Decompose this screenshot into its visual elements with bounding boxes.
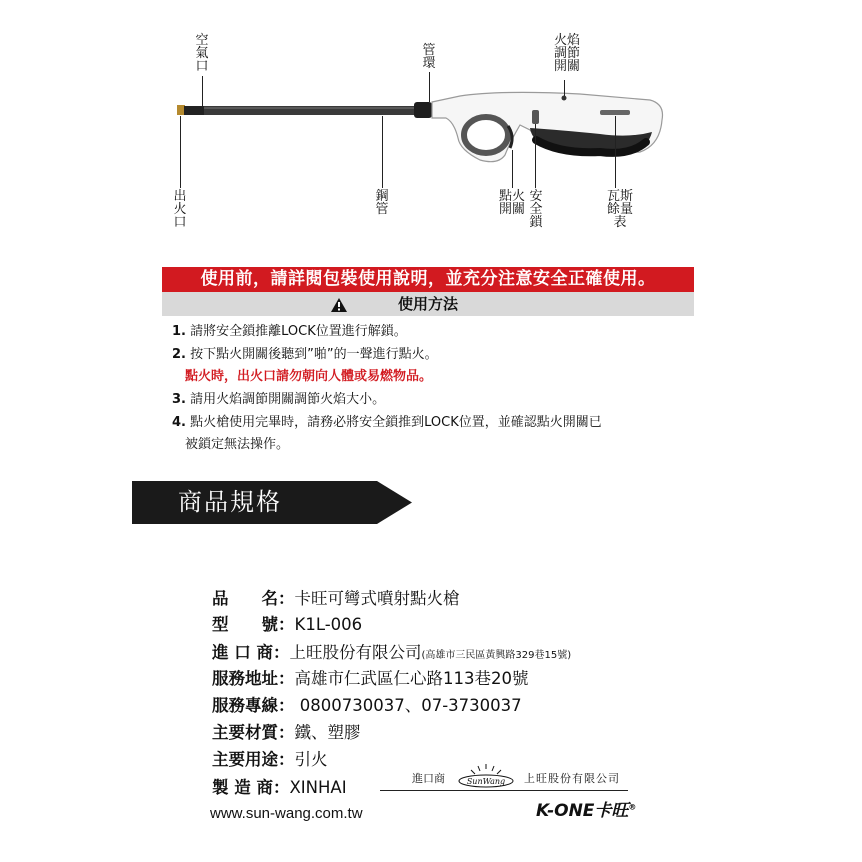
spec-model [212, 614, 362, 636]
usage-title-bar [162, 292, 694, 316]
leader-steel-tube [382, 116, 383, 188]
spec-value: 卡旺可彎式噴射點火槍 [294, 589, 460, 608]
step-3 [172, 392, 385, 408]
step-number: 3. [172, 392, 186, 407]
spec-value: 鐵、塑膠 [294, 723, 361, 742]
spec-key: 製 造 商： [212, 778, 290, 797]
leader-flame-adjust [564, 80, 565, 96]
step-text: 按下點火開關後聽到”啪”的一聲進行點火。 [190, 347, 438, 362]
spec-key: 品 名： [212, 589, 295, 608]
importer-prefix: 進口商 [412, 772, 445, 785]
spec-key: 服務專線： [212, 696, 295, 715]
step-text: 請用火焰調節開關調節火焰大小。 [190, 392, 386, 407]
label-outlet: 出火口 [173, 189, 187, 230]
importer-block [400, 762, 640, 822]
label-safety-lock: 安全鎖 [529, 189, 543, 230]
spec-key: 主要材質： [212, 723, 295, 742]
step-text: 被鎖定無法操作。 [185, 437, 290, 452]
leader-gas-gauge [615, 116, 616, 188]
gas-gauge-text: 瓦斯餘量表 [606, 189, 633, 230]
brand-name: K-ONE卡旺 [536, 801, 629, 821]
warning-triangle-icon [330, 296, 348, 320]
label-ignition-switch-text [498, 190, 528, 216]
website-link[interactable]: www.sun-wang.com.tw [210, 805, 363, 822]
spec-hotline [212, 695, 522, 717]
spec-material [212, 722, 361, 744]
spec-maker [212, 777, 347, 799]
leader-tube-ring [429, 72, 430, 102]
spec-name [212, 588, 460, 610]
step-4 [172, 415, 602, 431]
step-1 [172, 324, 407, 340]
step-number: 4. [172, 415, 186, 430]
step-number: 2. [172, 347, 186, 362]
step-number: 1. [172, 324, 186, 339]
sun-wang-logo-icon [456, 762, 516, 788]
svg-text:SunWang: SunWang [466, 777, 506, 786]
step-2-warning [185, 369, 432, 385]
step-text: 點火槍使用完畢時，請務必將安全鎖推到LOCK位置，並確認點火開關已 [190, 415, 602, 430]
label-steel-tube: 鋼管 [375, 189, 389, 217]
spec-key: 型 號： [212, 615, 295, 634]
spec-importer [212, 642, 571, 667]
brand-mark: ® [628, 802, 637, 812]
importer-company: 上旺股份有限公司 [524, 772, 620, 785]
brand-logo [536, 796, 636, 821]
leader-air-inlet [202, 76, 203, 106]
spec-importer-address: (高雄市三民區黃興路329巷15號) [421, 650, 572, 661]
spec-value: K1L-006 [294, 615, 363, 634]
label-gas-gauge [606, 190, 636, 229]
spec-header-title: 商品規格 [178, 488, 282, 516]
leader-outlet [180, 116, 181, 188]
ignition-switch-text: 點火開關 [498, 189, 525, 217]
usage-title: 使用方法 [398, 295, 459, 313]
warning-banner: 使用前，請詳閱包裝使用說明，並充分注意安全正確使用。 [162, 267, 694, 292]
spec-value: XINHAI [289, 778, 347, 797]
label-flame-adjust-switch: 火焰調節開關 [553, 33, 580, 74]
label-tube-ring: 管環 [422, 43, 436, 71]
spec-key: 主要用途： [212, 750, 295, 769]
step-text: 點火時，出火口請勿朝向人體或易燃物品。 [185, 369, 433, 384]
label-air-inlet: 空氣口 [195, 33, 209, 74]
step-text: 請將安全鎖推離LOCK位置進行解鎖。 [190, 324, 407, 339]
spec-value: 上旺股份有限公司 [289, 643, 422, 662]
product-diagram [160, 30, 700, 260]
spec-value: 0800730037、07-3730037 [294, 696, 522, 715]
step-2 [172, 347, 438, 363]
footer-divider [380, 790, 628, 791]
leader-safety-lock [535, 124, 536, 188]
spec-key: 進 口 商： [212, 643, 290, 662]
spec-usage [212, 749, 328, 771]
spec-header [132, 481, 412, 524]
spec-value: 引火 [294, 750, 328, 769]
leader-ignition-switch [512, 150, 513, 188]
spec-key: 服務地址： [212, 669, 295, 688]
spec-address [212, 668, 529, 690]
step-4-cont [185, 437, 289, 453]
spec-value: 高雄市仁武區仁心路113巷20號 [294, 669, 529, 688]
